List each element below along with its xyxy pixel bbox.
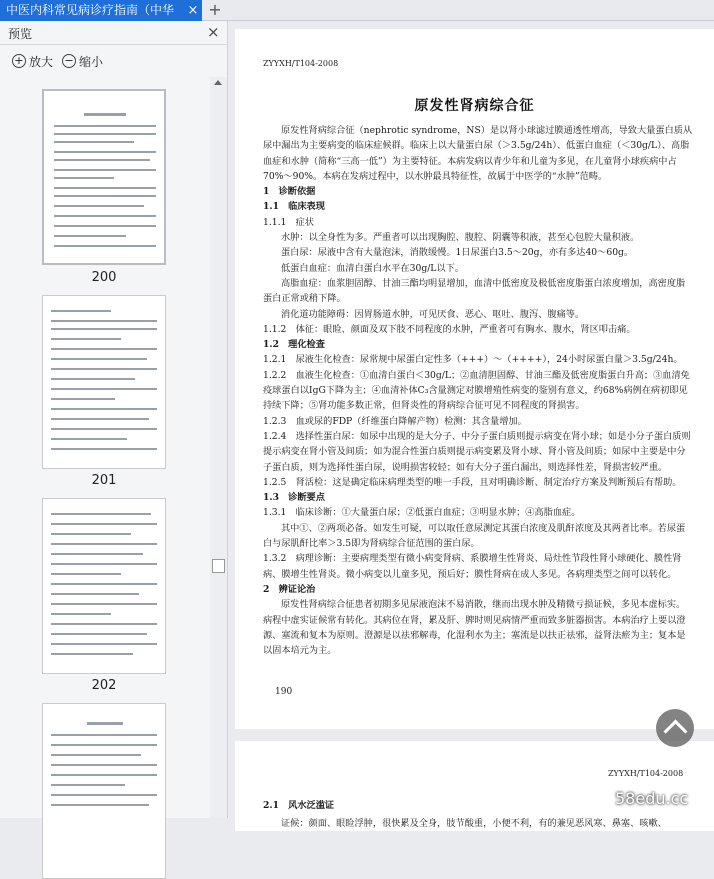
thumbnail-text-line [51, 603, 157, 605]
thumbnail-text-line [51, 764, 157, 766]
paragraph: 证候：颜面、眼睑浮肿，很快累及全身，肢节酸重，小便不利，有的兼见恶风寒、鼻塞、咳嗽、 [281, 818, 667, 829]
thumbnail-text-line [51, 613, 111, 615]
thumbnail-text-line [54, 151, 156, 153]
paragraph: 蛋白尿：尿液中含有大量泡沫，消散缓慢。1日尿蛋白3.5～20g，亦有多达40～60g。 [281, 247, 634, 259]
thumbnail-text-line [51, 310, 111, 312]
section-heading: 2 辨证论治 [263, 583, 316, 595]
paragraph: 其中①、②两项必备。如发生可疑，可以取任意尿测定其蛋白浓度及肌酐浓度及其两者比率。若尿蛋白与尿肌酐比率＞3.5即为肾病综合征范围的蛋白尿。 [263, 522, 686, 550]
page-thumbnail[interactable] [42, 703, 166, 879]
sidebar-close-icon[interactable]: × [207, 23, 220, 41]
thumbnail-page-number: 202 [91, 678, 117, 693]
section-heading: 1.1 临床表现 [263, 201, 325, 213]
thumbnail-text-line [51, 774, 157, 776]
thumbnail-text-line [51, 573, 121, 575]
thumbnail-text-line [54, 245, 156, 247]
sidebar-scrollbar[interactable] [210, 77, 227, 818]
sidebar-title: 预览 [8, 27, 33, 41]
scrollbar-handle[interactable] [212, 559, 225, 573]
page-body [263, 123, 693, 658]
tab-close-icon[interactable]: × [184, 0, 202, 21]
document-page [235, 29, 714, 729]
thumbnail-text-line [54, 133, 156, 135]
thumbnail-text-line [54, 125, 156, 127]
thumbnail-title-line [87, 722, 123, 725]
thumbnail-text-line [54, 205, 144, 207]
section-heading: 1 诊断依据 [263, 186, 316, 198]
thumbnail-text-line [51, 378, 135, 380]
thumbnail-text-line [51, 338, 121, 340]
paragraph: 1.2.1 尿液生化检查：尿常规中尿蛋白定性多（+++）～（++++），24小时尿蛋白量＞3.5g/24h。 [263, 354, 683, 366]
thumbnail-text-line [51, 794, 157, 796]
thumbnail-title-line [84, 113, 126, 116]
sidebar-header [0, 21, 228, 45]
zoom-out-button[interactable] [62, 52, 103, 70]
page-thumbnail[interactable] [42, 89, 166, 265]
zoom-out-icon: − [62, 54, 76, 68]
thumbnail-text-line [51, 744, 157, 746]
thumbnail-text-line [51, 320, 157, 322]
thumbnail-text-line [54, 195, 156, 197]
thumbnail-text-line [54, 169, 156, 171]
page-thumbnail[interactable] [42, 295, 166, 469]
thumbnail-text-line [51, 523, 157, 525]
page-number: 190 [275, 687, 293, 697]
thumbnail-text-line [54, 187, 156, 189]
section-heading: 1.2 理化检查 [263, 339, 325, 351]
paragraph: 原发性肾病综合征患者初期多见尿液泡沫不易消散，继而出现水肿及精微亏损证候，多见本虚标实。病程中虚实证候常有转化。其病位在肾，累及肝、脾时则见病情严重而致多脏器损害。本病治疗上要以澄源、塞流和复本为原则。澄源是以祛邪解毒，化湿利水为主；塞流是以扶正祛邪，益肾法瘀为主；复本是以固本培元为主。 [263, 599, 686, 657]
paragraph: 低蛋白血症：血清白蛋白水平在30g/L以下。 [281, 262, 464, 274]
thumbnail-text-line [51, 643, 157, 645]
thumbnail-text-line [51, 408, 157, 410]
thumbnail-text-line [51, 513, 151, 515]
thumbnail-text-line [51, 438, 127, 440]
thumbnail-text-line [51, 368, 157, 370]
paragraph: 原发性肾病综合征（nephrotic syndrome，NS）是以肾小球滤过膜通透性增高，导致大量蛋白质从尿中漏出为主要病变的临床症候群。临床上以大量蛋白尿（＞3.5g/24h）、低蛋白血症（＜30g/L）、高脂血症和水肿（简称“三高一低”）为主要特征。本病发病以青少年和儿童为多见，在儿童肾小球疾病中占70%～90%。本病在发病过程中，以水肿最具特征性，故属于中医学的“水肿”范畴。 [263, 125, 693, 182]
zoom-in-label: 放大 [29, 54, 54, 69]
paragraph: 1.3.1 临床诊断：①大量蛋白尿；②低蛋白血症；③明显水肿；④高脂血症。 [263, 507, 581, 519]
paragraph: 消化道功能障碍：因胃肠道水肿，可见厌食、恶心、呕吐、腹泻、腹痛等。 [281, 308, 585, 320]
section-heading: 2.1 风水泛滥证 [263, 800, 335, 811]
paragraph: 1.1.2 体征：眼睑、颜面及双下肢不同程度的水肿，严重者可有胸水、腹水，肾区叩击痛。 [263, 323, 636, 335]
paragraph: 1.1.1 症状 [263, 216, 314, 228]
preview-sidebar [0, 21, 228, 818]
zoom-toolbar [0, 47, 228, 75]
paragraph: 1.2.3 血或尿的FDP（纤维蛋白降解产物）检测：其含量增加。 [263, 415, 527, 427]
thumbnail-text-line [51, 553, 143, 555]
thumbnail-text-line [51, 533, 131, 535]
page-header: ZYYXH/T104-2008 [263, 59, 339, 68]
thumbnail-text-line [51, 593, 139, 595]
page-title: 原发性肾病综合征 [414, 98, 535, 114]
paragraph: 1.2.4 选择性蛋白尿：如尿中出现的是大分子、中分子蛋白质则提示病变在肾小球；如是小分子蛋白质则提示病变在肾小管及间质；如为混合性蛋白质则提示病变累及肾小球、肾小管及间质；如尿中主要是中分子蛋白质，则为选择性蛋白尿，说明损害较轻；如有大分子蛋白漏出，则选择性差，肾损害较严重。 [263, 430, 691, 473]
zoom-in-icon: + [12, 54, 26, 68]
thumbnail-text-line [54, 159, 150, 161]
thumbnail-text-line [54, 235, 126, 237]
thumbnail-text-line [51, 348, 157, 350]
paragraph: 1.2.5 肾活检：这是确定临床病理类型的唯一手段，且对明确诊断、制定治疗方案及判断预后有帮助。 [263, 476, 682, 488]
page-header: ZYYXH/T104-2008 [608, 769, 684, 778]
thumbnail-page-number: 201 [91, 473, 117, 488]
thumbnail-text-line [51, 543, 157, 545]
thumbnail-text-line [51, 398, 115, 400]
scroll-up-arrow-icon[interactable] [214, 80, 222, 85]
tab-bar [0, 0, 714, 21]
zoom-in-button[interactable] [12, 52, 53, 70]
site-watermark: 58edu.cc [615, 789, 689, 808]
thumbnail-text-line [51, 804, 149, 806]
thumbnail-text-line [51, 653, 133, 655]
new-tab-button[interactable]: + [208, 0, 222, 19]
section-heading: 1.3 诊断要点 [263, 492, 325, 504]
thumbnail-text-line [51, 583, 157, 585]
document-view[interactable] [229, 21, 714, 829]
paragraph: 1.2.2 血液生化检查：①血清白蛋白＜30g/L；②血清胆固醇、甘油三酯及低密度脂蛋白升高；③血清免疫球蛋白以IgG下降为主；④血清补体C₃含量测定对膜增殖性病变的鉴别有意义，约68%病例在病初即见持续下降；⑤肾功能多数正常，但肾炎性的肾病综合征可见不同程度的肾损害。 [263, 369, 690, 412]
thumbnail-text-line [51, 754, 141, 756]
thumbnail-text-line [51, 328, 157, 330]
thumbnail-text-line [51, 448, 157, 450]
thumbnail-text-line [54, 177, 114, 179]
document-page-next [235, 741, 714, 831]
thumbnail-text-line [51, 633, 147, 635]
thumbnail-text-line [51, 734, 157, 736]
thumbnail-text-line [51, 623, 157, 625]
thumbnail-text-line [51, 784, 125, 786]
thumbnail-text-line [51, 358, 147, 360]
thumbnail-text-line [54, 215, 156, 217]
thumbnail-text-line [54, 141, 134, 143]
thumbnail-text-line [51, 418, 149, 420]
thumbnail-text-line [54, 225, 156, 227]
thumbnail-list [0, 77, 210, 818]
scroll-to-top-button[interactable] [656, 709, 694, 747]
document-tab[interactable] [0, 0, 202, 21]
document-tab-title: 中医内科常见病诊疗指南（中华 [6, 3, 175, 17]
zoom-out-label: 缩小 [79, 54, 104, 69]
paragraph: 高脂血症：血浆胆固醇、甘油三酯均明显增加，血清中低密度及极低密度脂蛋白浓度增加，高密度脂蛋白正常或稍下降。 [263, 277, 686, 305]
paragraph: 1.3.2 病理诊断：主要病理类型有微小病变肾病、系膜增生性肾炎、局灶性节段性肾小球硬化、膜性肾病、膜增生性肾炎。微小病变以儿童多见，预后好；膜性肾病在成人多见。各病理类型之间可以转化。 [263, 553, 682, 580]
page-thumbnail[interactable] [42, 498, 166, 674]
paragraph: 水肿：以全身性为多。严重者可以出现胸腔、腹腔、阴囊等积液，甚至心包腔大量积液。 [281, 232, 640, 244]
thumbnail-text-line [51, 388, 157, 390]
thumbnail-text-line [51, 563, 157, 565]
thumbnail-page-number: 200 [91, 270, 117, 285]
thumbnail-text-line [51, 428, 157, 430]
